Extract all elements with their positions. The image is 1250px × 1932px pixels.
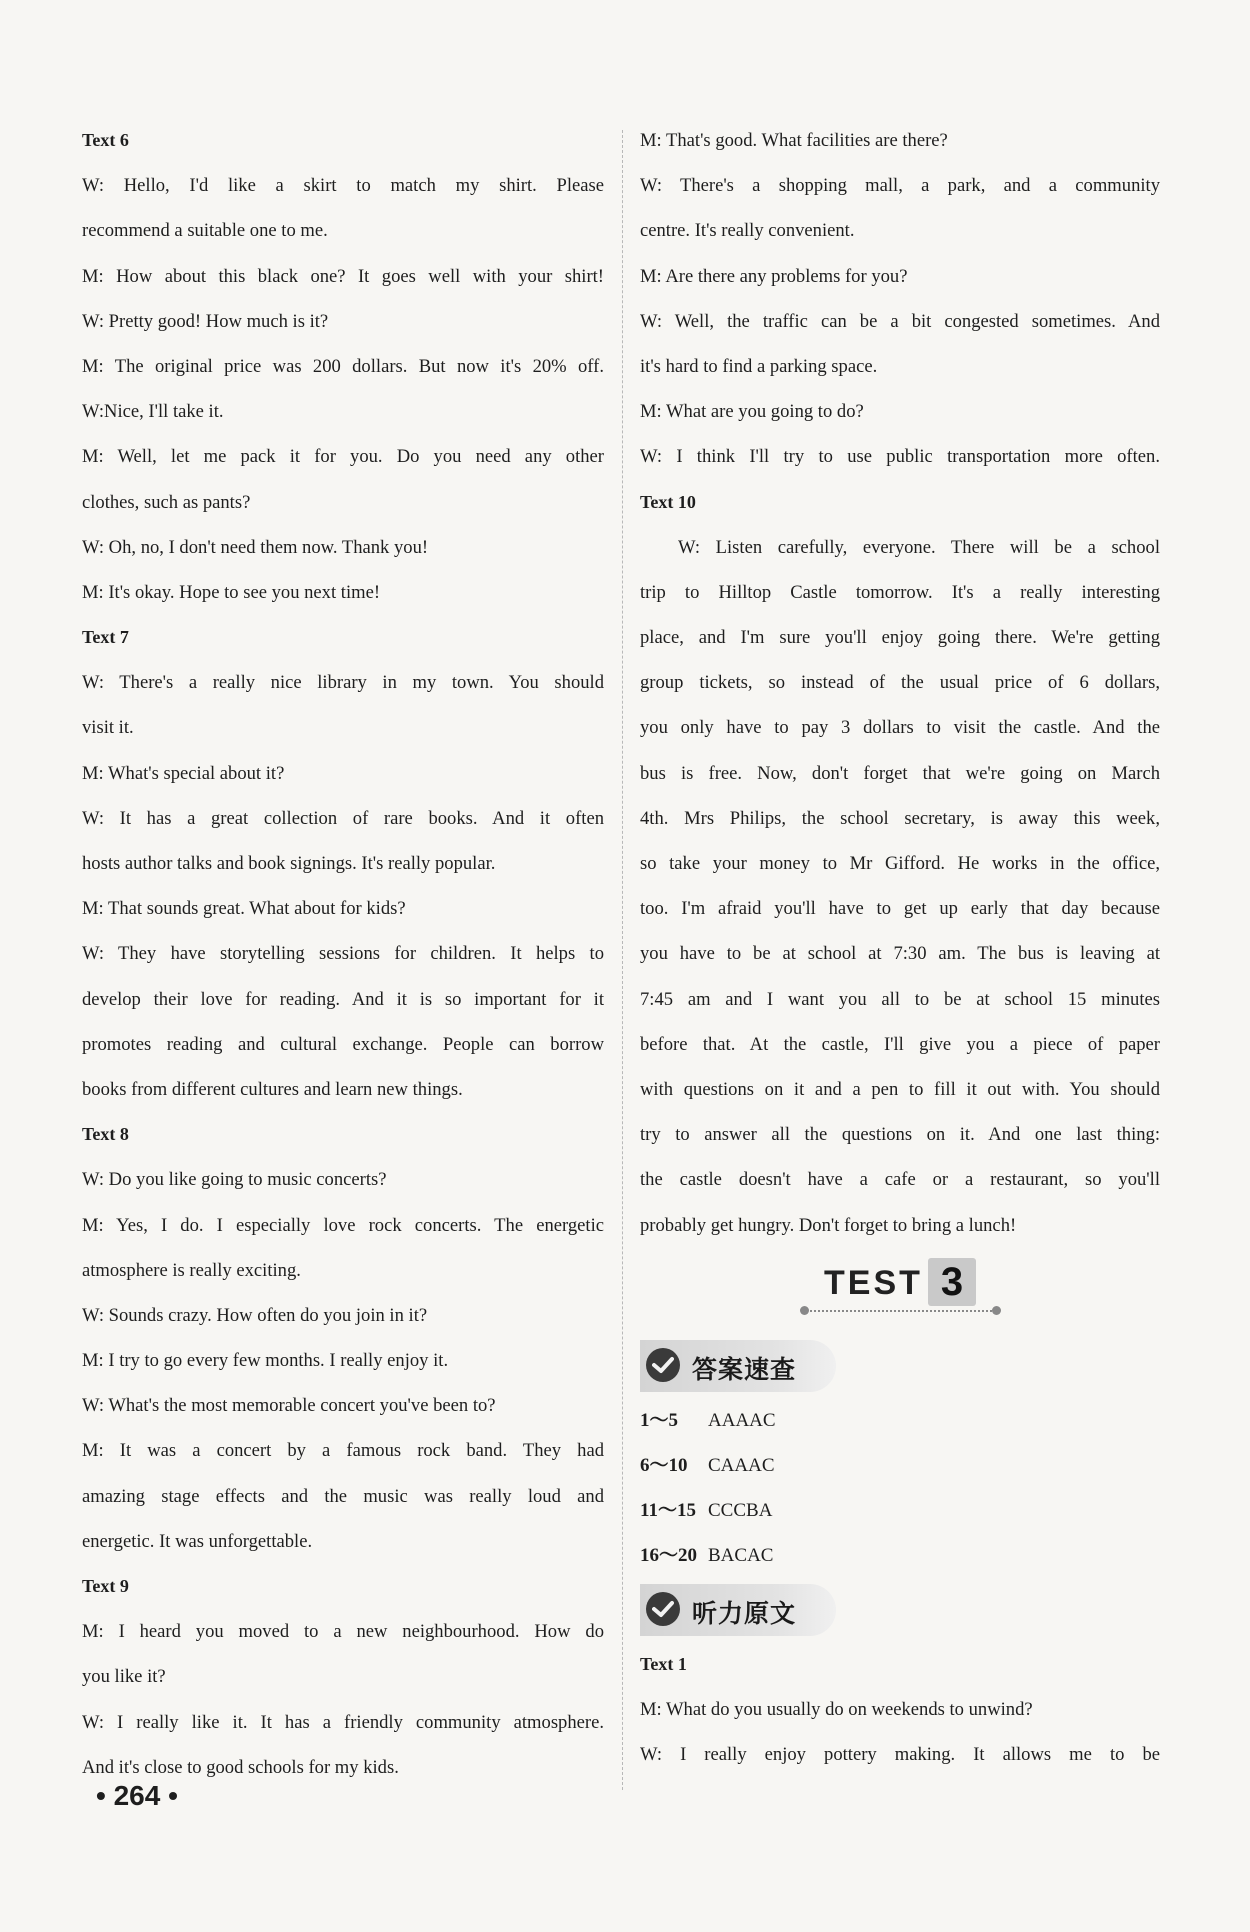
text-line: W: They have storytelling sessions for children. It helps to (82, 943, 604, 965)
test-banner (640, 1252, 1160, 1330)
check-circle-icon (646, 1592, 680, 1626)
text-line: clothes, such as pants? (82, 491, 251, 513)
text-line: so take your money to Mr Gifford. He works in the office, (640, 853, 1160, 874)
text-line: W: Do you like going to music concerts? (82, 1169, 387, 1191)
answer-range: 1～5 (640, 1409, 679, 1431)
answers-section-title: 答案速查 (692, 1354, 797, 1384)
text-line: W: Sounds crazy. How often do you join in it? (82, 1304, 428, 1326)
text-line: W: Pretty good! How much is it? (82, 310, 329, 332)
text-line: you like it? (82, 1666, 166, 1688)
text-line: M: That's good. What facilities are there? (640, 130, 948, 151)
text-line: M: Are there any problems for you? (640, 265, 908, 287)
text-line: W:Nice, I'll take it. (82, 401, 224, 423)
text-line: before that. At the castle, I'll give you a piece of paper (640, 1033, 1160, 1055)
text-line: W: I really enjoy pottery making. It allows me to be (640, 1744, 1160, 1766)
text-line: M: What are you going to do? (640, 401, 864, 423)
text-line: W: What's the most memorable concert you've been to? (82, 1395, 496, 1417)
text-line: W: I think I'll try to use public transportation more often. (640, 446, 1160, 468)
text-line: 7:45 am and I want you all to be at school 15 minutes (640, 988, 1160, 1010)
text-line: try to answer all the questions on it. And one last thing: (640, 1124, 1160, 1146)
text-line: W: Hello, I'd like a skirt to match my shirt. Please (82, 175, 604, 197)
text-line: you only have to pay 3 dollars to visit the castle. And the (640, 717, 1160, 739)
test-banner-number: 3 (928, 1258, 976, 1306)
answer-row (640, 1398, 1160, 1443)
section-heading: Text 8 (82, 1124, 129, 1145)
answer-value: CCCBA (708, 1499, 773, 1521)
text-line: develop their love for reading. And it is so important for it (82, 988, 604, 1010)
text-line: with questions on it and a pen to fill it out with. You should (640, 1078, 1160, 1100)
text-line: the castle doesn't have a cafe or a restaurant, so you'll (640, 1169, 1160, 1191)
text-line: group tickets, so instead of the usual price of 6 dollars, (640, 672, 1160, 694)
banner-left-dot (800, 1306, 809, 1315)
answer-row (640, 1443, 1160, 1488)
text-line: centre. It's really convenient. (640, 220, 855, 242)
text-line: W: There's a really nice library in my town. You should (82, 672, 604, 694)
answer-range: 6～10 (640, 1454, 688, 1476)
text-line: W: It has a great collection of rare books. And it often (82, 807, 604, 829)
answer-range: 11～15 (640, 1499, 696, 1521)
answer-row (640, 1488, 1160, 1533)
answer-value: CAAAC (708, 1454, 775, 1476)
page-number: • 264 • (96, 1780, 178, 1811)
section-heading: Text 7 (82, 627, 129, 648)
text-line: atmosphere is really exciting. (82, 1259, 301, 1281)
text-line: M: How about this black one? It goes well with your shirt! (82, 265, 604, 287)
answer-value: BACAC (708, 1544, 774, 1566)
text-line: W: There's a shopping mall, a park, and a community (640, 175, 1160, 197)
right-column (640, 118, 1160, 1777)
transcript-section-header (640, 1584, 836, 1636)
text-line: M: It's okay. Hope to see you next time! (82, 581, 381, 603)
section-heading: Text 10 (640, 491, 696, 512)
text-line: too. I'm afraid you'll have to get up early that day because (640, 898, 1160, 920)
text-line: visit it. (82, 717, 134, 739)
check-circle-icon (646, 1348, 680, 1382)
text-line: trip to Hilltop Castle tomorrow. It's a really interesting (640, 581, 1160, 603)
text-line: M: That sounds great. What about for kids? (82, 898, 406, 920)
text-line: W: Well, the traffic can be a bit congested sometimes. And (640, 310, 1160, 332)
test-banner-word: TEST (824, 1263, 923, 1302)
text-line: hosts author talks and book signings. It's really popular. (82, 853, 496, 874)
text-line: energetic. It was unforgettable. (82, 1530, 313, 1552)
answers-section-header (640, 1340, 836, 1392)
right-column-transcript (640, 1642, 1160, 1778)
text-line: promotes reading and cultural exchange. People can borrow (82, 1033, 604, 1055)
right-column-dialogue (640, 118, 1160, 1248)
column-divider (622, 130, 623, 1790)
text-line: W: Oh, no, I don't need them now. Thank you! (82, 536, 429, 558)
text-line: M: I heard you moved to a new neighbourhood. How do (82, 1621, 604, 1643)
text-line: it's hard to find a parking space. (640, 355, 878, 377)
text-line: M: I try to go every few months. I really enjoy it. (82, 1350, 449, 1372)
answer-range: 16～20 (640, 1544, 698, 1566)
section-heading: Text 9 (82, 1576, 129, 1596)
text-line: M: Yes, I do. I especially love rock concerts. The energetic (82, 1214, 604, 1236)
text-line: you have to be at school at 7:30 am. The bus is leaving at (640, 943, 1160, 965)
banner-rule (810, 1310, 992, 1312)
text-line: M: The original price was 200 dollars. But now it's 20% off. (82, 355, 604, 377)
text-line: M: What's special about it? (82, 762, 285, 784)
text-line: bus is free. Now, don't forget that we're going on March (640, 762, 1160, 784)
section-heading: Text 1 (640, 1653, 687, 1674)
text-line: 4th. Mrs Philips, the school secretary, is away this week, (640, 807, 1160, 829)
text-line: books from different cultures and learn new things. (82, 1078, 463, 1100)
text-line: M: It was a concert by a famous rock band. They had (82, 1440, 604, 1462)
text-line: M: Well, let me pack it for you. Do you need any other (82, 446, 604, 468)
text-line: amazing stage effects and the music was really loud and (82, 1485, 604, 1507)
transcript-section-title: 听力原文 (692, 1598, 797, 1628)
text-line: W: I really like it. It has a friendly community atmosphere. (82, 1711, 604, 1733)
text-line: place, and I'm sure you'll enjoy going there. We're getting (640, 627, 1160, 649)
text-line: probably get hungry. Don't forget to bring a lunch! (640, 1214, 1017, 1236)
text-line: And it's close to good schools for my kids. (82, 1756, 399, 1778)
text-line: recommend a suitable one to me. (82, 220, 328, 242)
answer-row (640, 1533, 1160, 1578)
section-heading: Text 6 (82, 130, 129, 150)
text-line: W: Listen carefully, everyone. There will be a school (678, 536, 1160, 558)
banner-right-dot (992, 1306, 1001, 1315)
left-column (82, 118, 604, 1790)
text-line: M: What do you usually do on weekends to unwind? (640, 1698, 1033, 1720)
answers-list (640, 1398, 1160, 1578)
answer-value: AAAAC (708, 1409, 776, 1431)
